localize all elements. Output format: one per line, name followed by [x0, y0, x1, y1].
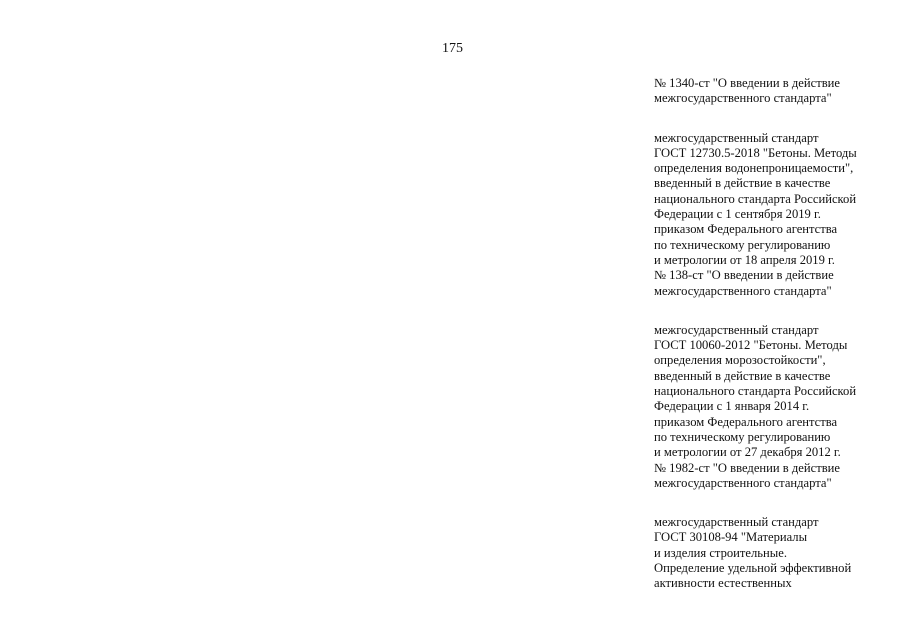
text-line: введенный в действие в качестве	[654, 368, 831, 383]
text-column	[654, 76, 899, 616]
text-line: ГОСТ 10060-2012 "Бетоны. Методы	[654, 338, 848, 353]
text-line: № 1340-ст "О введении в действие	[654, 76, 840, 90]
text-block-gost-12730-5	[654, 131, 899, 299]
text-line: по техническому регулированию	[654, 429, 831, 444]
text-line: и метрологии от 18 апреля 2019 г.	[654, 252, 835, 267]
text-block-gost-30108	[654, 515, 899, 591]
text-line: Федерации с 1 января 2014 г.	[654, 399, 810, 414]
text-line: Определение удельной эффективной	[654, 561, 852, 576]
text-line: межгосударственный стандарт	[654, 130, 819, 145]
text-block-order-1340	[654, 76, 899, 107]
text-line: № 1982-ст "О введении в действие	[654, 460, 840, 475]
text-line: межгосударственного стандарта"	[654, 475, 832, 490]
text-line: национального стандарта Российской	[654, 191, 857, 206]
page-number: 175	[442, 41, 463, 56]
text-line: № 138-ст "О введении в действие	[654, 268, 834, 283]
text-line: межгосударственный стандарт	[654, 515, 819, 530]
text-line: ГОСТ 12730.5-2018 "Бетоны. Методы	[654, 145, 857, 160]
text-line: Федерации с 1 сентября 2019 г.	[654, 207, 821, 222]
text-line: национального стандарта Российской	[654, 384, 857, 399]
text-line: приказом Федерального агентства	[654, 414, 838, 429]
text-line: и метрологии от 27 декабря 2012 г.	[654, 445, 841, 460]
text-line: приказом Федерального агентства	[654, 222, 838, 237]
text-line: межгосударственный стандарт	[654, 322, 819, 337]
text-line: ГОСТ 30108-94 "Материалы	[654, 530, 808, 545]
text-line: межгосударственного стандарта"	[654, 283, 832, 298]
text-line: определения водонепроницаемости",	[654, 161, 854, 176]
text-line: межгосударственного стандарта"	[654, 91, 832, 106]
text-line: и изделия строительные.	[654, 545, 787, 560]
text-line: определения морозостойкости",	[654, 353, 826, 368]
text-line: введенный в действие в качестве	[654, 176, 831, 191]
text-block-gost-10060	[654, 323, 899, 491]
text-line: по техническому регулированию	[654, 237, 831, 252]
text-line: активности естественных	[654, 576, 792, 591]
